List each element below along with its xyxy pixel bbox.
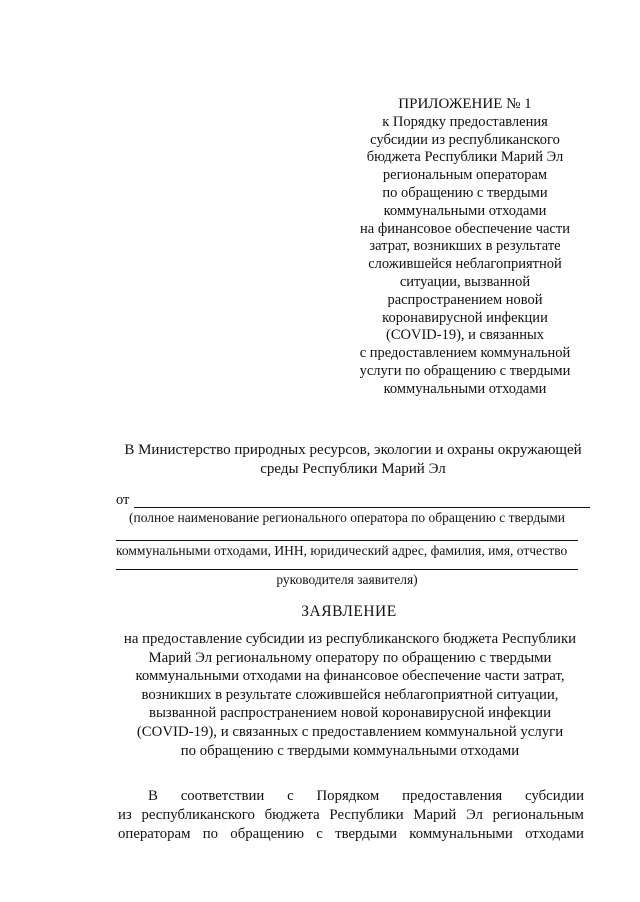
appendix-line: распространением новой — [387, 291, 543, 308]
body-word: предоставления — [402, 788, 503, 804]
from-hint: руководителя заявителя) — [276, 572, 418, 587]
from-hint: (полное наименование регионального оператора по обращению с твердыми — [128, 510, 566, 525]
statement-title: ЗАЯВЛЕНИЕ — [301, 603, 397, 620]
body-line — [118, 825, 584, 844]
body-word: В — [148, 788, 158, 804]
appendix-line: сложившейся неблагоприятной — [368, 256, 562, 273]
addressee-line: среды Республики Марий Эл — [260, 461, 446, 477]
appendix-line: коронавирусной инфекции — [382, 309, 548, 326]
applicant-details-field[interactable] — [116, 540, 578, 541]
statement-line: вызванной распространением новой коронавирусной инфекции — [148, 705, 552, 722]
body-word: коммунальными — [409, 825, 513, 842]
body-word: операторам — [118, 825, 191, 842]
from-hint: коммунальными отходами, ИНН, юридический адрес, фамилия, имя, отчество — [116, 543, 568, 558]
body-word: республиканского — [141, 806, 255, 823]
appendix-line: к Порядку предоставления — [382, 113, 548, 130]
applicant-head-field[interactable] — [116, 569, 578, 570]
body-word: соответствии — [180, 788, 265, 804]
statement-line: по обращению с твердыми коммунальными отходами — [180, 742, 520, 759]
body-word: обращению — [230, 825, 305, 842]
appendix-title: ПРИЛОЖЕНИЕ № 1 — [398, 96, 532, 112]
body-word: Эл — [465, 806, 483, 823]
appendix-line: по обращению с твердыми — [382, 184, 548, 201]
body-word: Республики — [329, 806, 404, 823]
appendix-line: ситуации, вызванной — [399, 273, 531, 290]
body-word: бюджета — [264, 806, 320, 823]
statement-line: на предоставление субсидии из республиканского бюджета Республики — [123, 631, 577, 647]
from-row — [116, 492, 578, 512]
body-word: с — [287, 788, 294, 804]
appendix-line: на финансовое обеспечение части — [360, 220, 570, 237]
body-word: региональным — [492, 806, 584, 823]
body-word: субсидии — [525, 788, 584, 804]
appendix-line: (COVID-19), и связанных — [386, 327, 544, 344]
body-word: Порядком — [316, 788, 380, 804]
appendix-line: с предоставлением коммунальной — [359, 345, 571, 362]
body-word: по — [202, 825, 219, 842]
body-word: с — [316, 825, 323, 842]
appendix-line: коммунальными отходами — [383, 202, 547, 219]
body-line — [118, 787, 584, 806]
statement-line: Марий Эл региональному оператору по обращению с твердыми — [148, 649, 552, 666]
statement-line: (COVID-19), и связанных с предоставлением коммунальной услуги — [136, 723, 564, 740]
body-word: из — [118, 806, 132, 823]
addressee — [118, 441, 588, 479]
appendix-line: бюджета Республики Марий Эл — [366, 149, 564, 166]
statement-line: коммунальными отходами на финансовое обеспечение части затрат, — [135, 668, 565, 685]
body-paragraph — [118, 787, 584, 843]
applicant-name-field[interactable] — [134, 507, 590, 508]
statement-subtitle — [112, 630, 588, 760]
from-label: от — [116, 492, 130, 508]
body-word: твердыми — [335, 825, 398, 842]
body-word: отходами — [525, 825, 584, 842]
appendix-line: услуги по обращению с твердыми — [359, 362, 571, 379]
addressee-line: В Министерство природных ресурсов, экологии и охраны окружающей — [124, 442, 582, 458]
body-word: Марий — [413, 806, 457, 823]
appendix-header — [330, 96, 600, 399]
body-line — [118, 806, 584, 825]
statement-line: возникших в результате сложившейся неблагоприятной ситуации, — [141, 686, 559, 703]
appendix-line: затрат, возникших в результате — [369, 238, 561, 255]
appendix-line: коммунальными отходами — [383, 380, 547, 397]
appendix-line: региональным операторам — [382, 167, 548, 184]
appendix-line: субсидии из республиканского — [370, 131, 560, 148]
